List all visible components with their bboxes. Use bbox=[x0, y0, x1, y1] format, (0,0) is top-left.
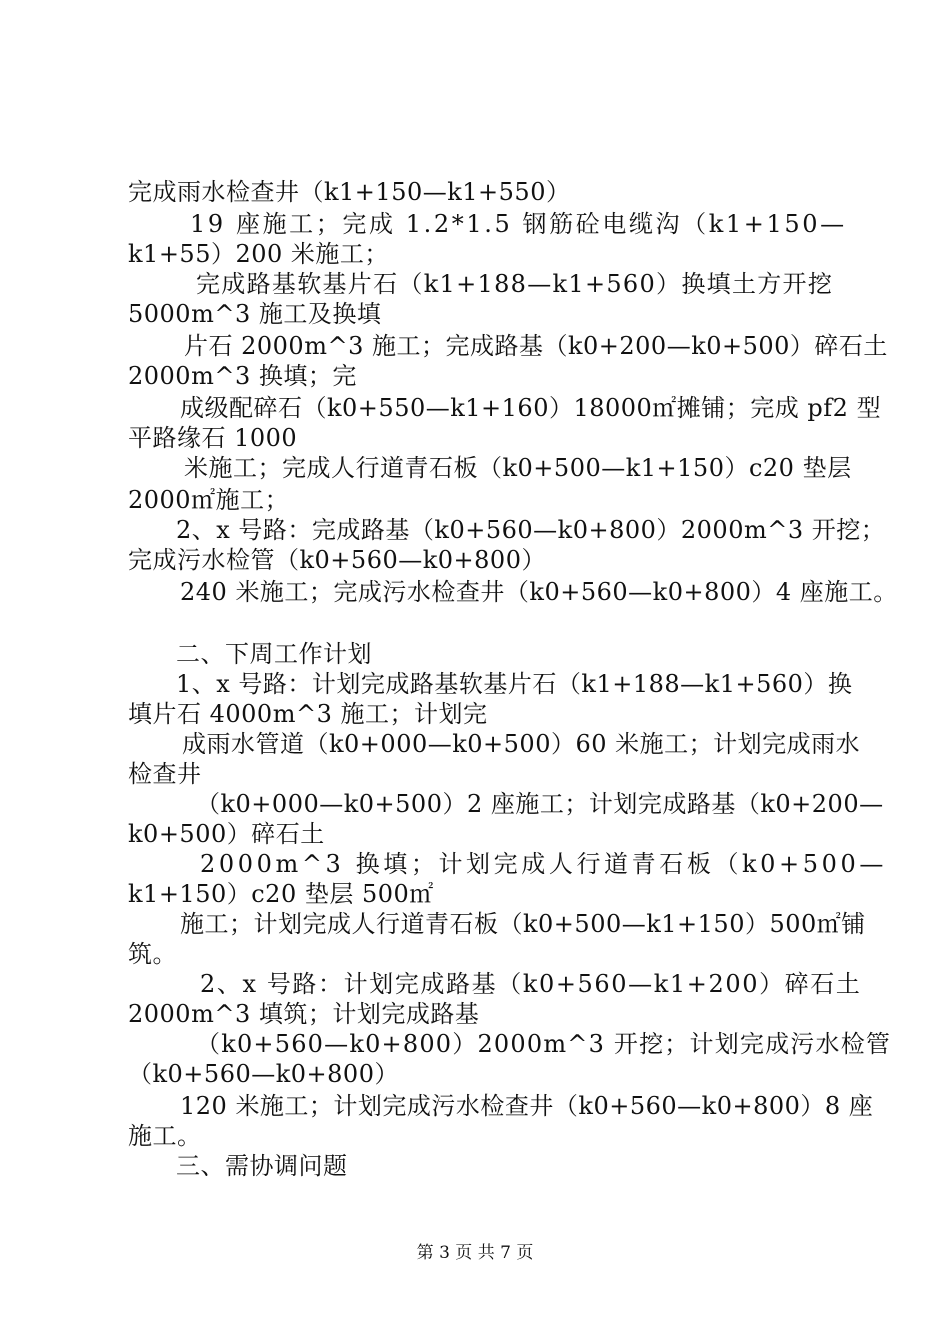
text-line: 19 座施工；完成 1.2*1.5 钢筋砼电缆沟（k1+150— bbox=[190, 210, 847, 238]
section-heading: 二、下周工作计划 bbox=[176, 640, 372, 668]
text-line: 2000m^3 填筑；计划完成路基 bbox=[128, 1000, 480, 1028]
text-line: 5000m^3 施工及换填 bbox=[128, 300, 382, 328]
text-line: 施工。 bbox=[128, 1122, 202, 1150]
text-line: 2000m^3 换填；完 bbox=[128, 362, 357, 390]
text-line: 1、x 号路：计划完成路基软基片石（k1+188—k1+560）换 bbox=[176, 670, 853, 698]
text-line: 填片石 4000m^3 施工；计划完 bbox=[128, 700, 488, 728]
text-line: （k0+560—k0+800）2000m^3 开挖；计划完成污水检管 bbox=[196, 1030, 892, 1058]
text-line: 完成雨水检查井（k1+150—k1+550） bbox=[128, 178, 571, 206]
text-line: 2000m^3 换填；计划完成人行道青石板（k0+500— bbox=[200, 850, 887, 878]
text-line: 2、x 号路：计划完成路基（k0+560—k1+200）碎石土 bbox=[200, 970, 862, 998]
page-number: 第 3 页 共 7 页 bbox=[416, 1243, 534, 1263]
text-line: （k0+560—k0+800） bbox=[128, 1060, 399, 1088]
text-line: 成级配碎石（k0+550—k1+160）18000㎡摊铺；完成 pf2 型 bbox=[180, 394, 882, 422]
text-line: （k0+000—k0+500）2 座施工；计划完成路基（k0+200— bbox=[196, 790, 884, 818]
text-line: 240 米施工；完成污水检查井（k0+560—k0+800）4 座施工。 bbox=[180, 578, 898, 606]
text-line: 完成路基软基片石（k1+188—k1+560）换填土方开挖 bbox=[196, 270, 834, 298]
text-line: 2、x 号路：完成路基（k0+560—k0+800）2000m^3 开挖； bbox=[176, 516, 886, 544]
text-line: 检查井 bbox=[128, 760, 202, 788]
text-line: 片石 2000m^3 施工；完成路基（k0+200—k0+500）碎石土 bbox=[184, 332, 888, 360]
section-heading: 三、需协调问题 bbox=[176, 1152, 348, 1180]
text-line: 筑。 bbox=[128, 940, 177, 968]
text-line: 施工；计划完成人行道青石板（k0+500—k1+150）500㎡铺 bbox=[180, 910, 866, 938]
text-line: k0+500）碎石土 bbox=[128, 820, 325, 848]
page-footer bbox=[0, 1242, 950, 1264]
text-line: k1+55）200 米施工； bbox=[128, 240, 389, 268]
text-line: 成雨水管道（k0+000—k0+500）60 米施工；计划完成雨水 bbox=[182, 730, 861, 758]
text-line: 平路缘石 1000 bbox=[128, 424, 298, 452]
text-line: k1+150）c20 垫层 500㎡ bbox=[128, 880, 434, 908]
text-line: 120 米施工；计划完成污水检查井（k0+560—k0+800）8 座 bbox=[180, 1092, 874, 1120]
text-line: 2000㎡施工； bbox=[128, 486, 290, 514]
text-line: 米施工；完成人行道青石板（k0+500—k1+150）c20 垫层 bbox=[184, 454, 852, 482]
text-line: 完成污水检管（k0+560—k0+800） bbox=[128, 546, 546, 574]
